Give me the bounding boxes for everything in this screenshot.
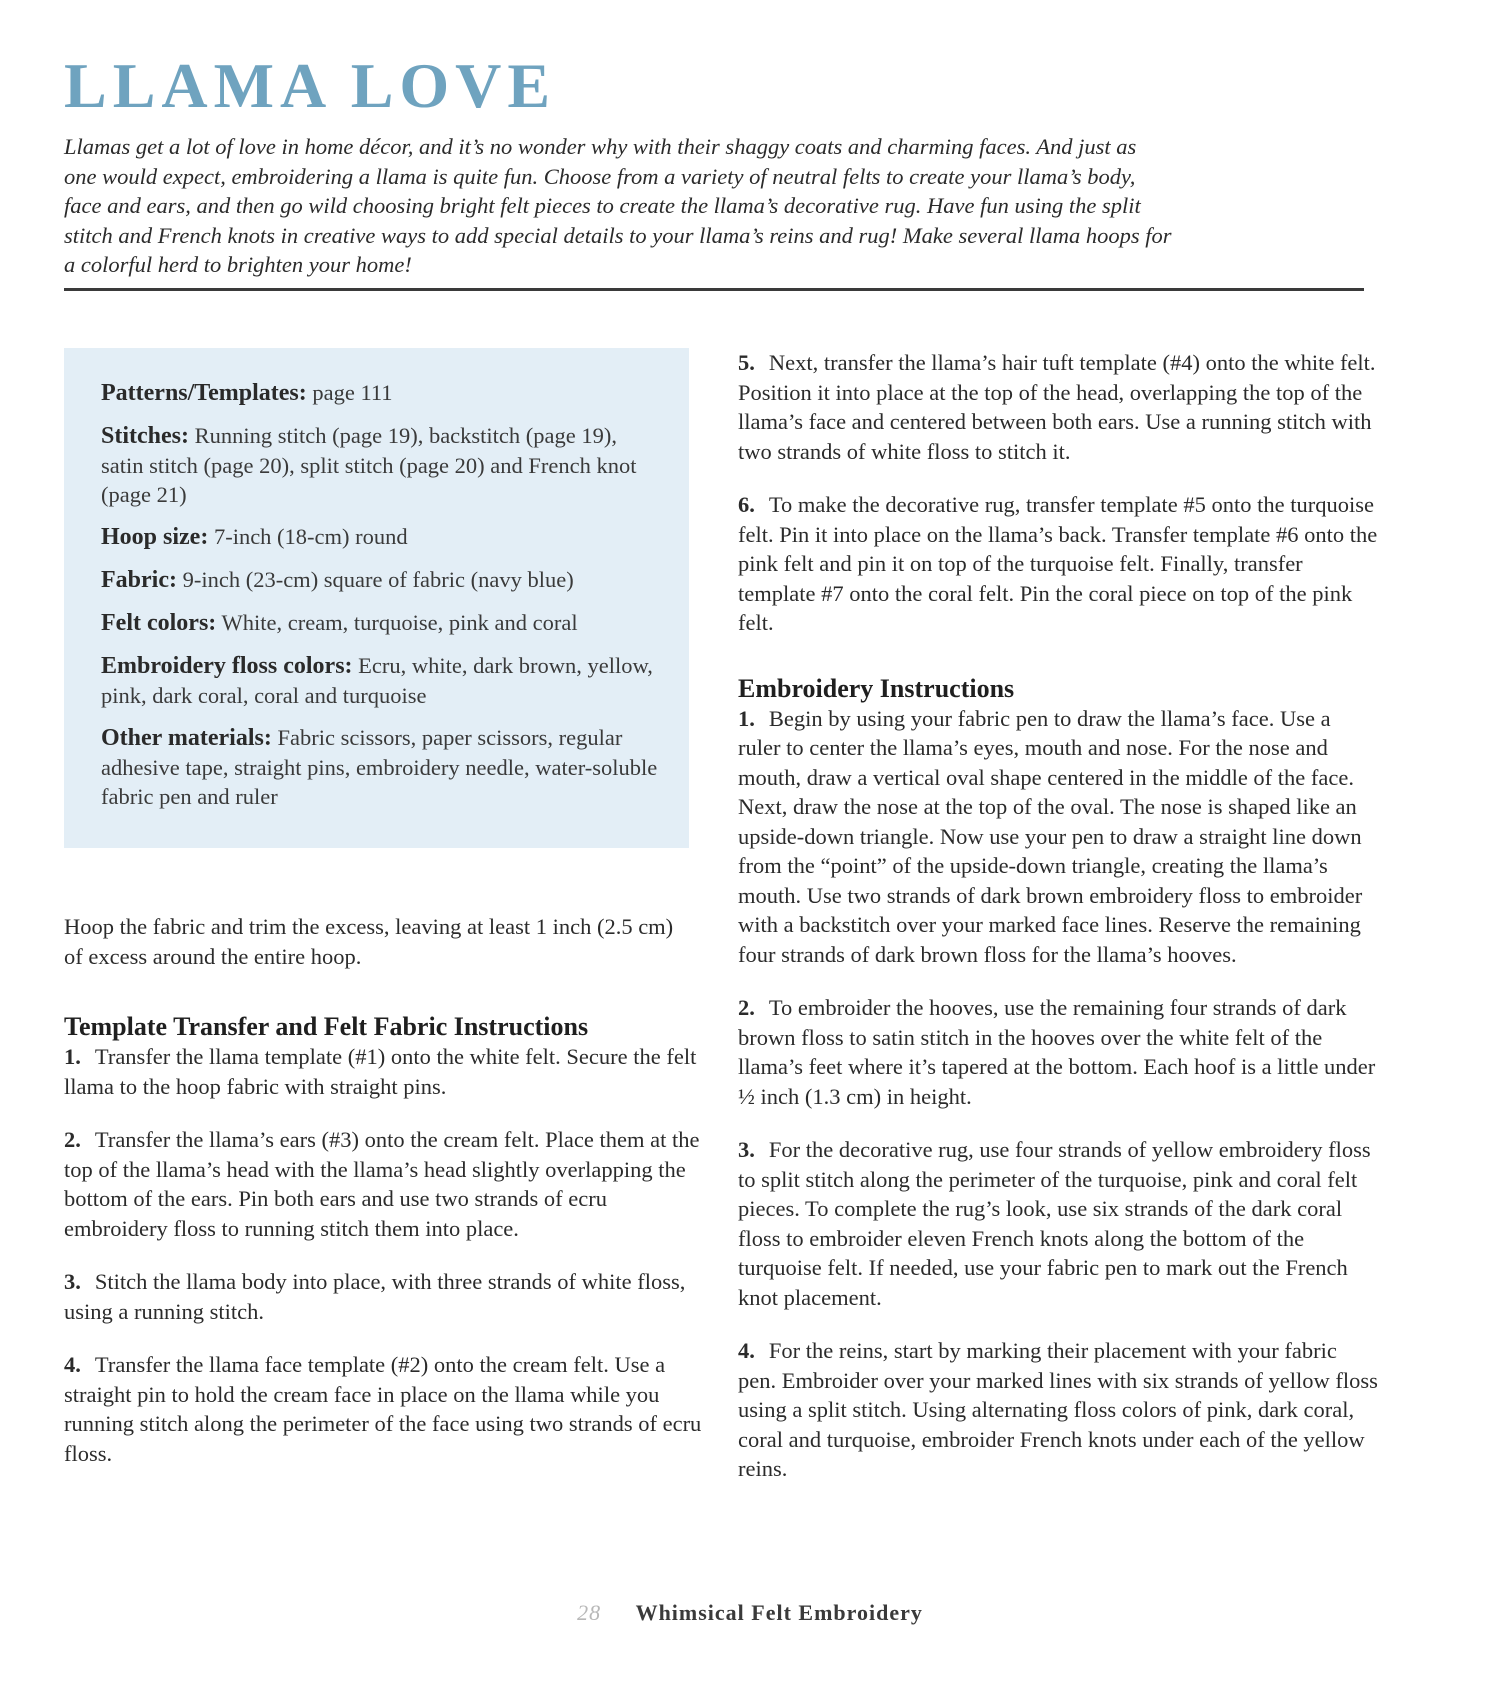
embroidery-step-2 — [738, 993, 1378, 1111]
material-value: White, cream, turquoise, pink and coral — [221, 610, 578, 635]
material-fabric — [101, 565, 659, 595]
step-number: 4. — [738, 1338, 755, 1363]
template-step-2 — [64, 1125, 704, 1243]
template-step-1 — [64, 1042, 704, 1101]
template-step-5 — [738, 348, 1378, 466]
step-text: Next, transfer the llama’s hair tuft template (#4) onto the white felt. Position it into place at the top of the head, overlapping the top of the llama’s face and centered between both ears. Use a running stitch with two strands of white floss to stitch it. — [738, 350, 1376, 464]
step-number: 1. — [738, 705, 755, 731]
material-value: 9-inch (23-cm) square of fabric (navy blue) — [182, 567, 574, 592]
material-other — [101, 723, 659, 811]
material-label: Embroidery floss colors: — [101, 653, 353, 679]
embroidery-step-3 — [738, 1135, 1378, 1312]
step-text: For the decorative rug, use four strands of yellow embroidery floss to split stitch along the perimeter of the turquoise, pink and coral felt pieces. To complete the rug’s look, use six strands of the dark coral floss to embroider eleven French knots along the bottom of the turquoise felt. If needed, use your fabric pen to mark out the French knot placement. — [738, 1137, 1371, 1310]
step-text: Stitch the llama body into place, with three strands of white floss, using a running stitch. — [64, 1269, 686, 1324]
material-felt-colors — [101, 608, 659, 638]
material-patterns — [101, 378, 659, 408]
template-step-6 — [738, 490, 1378, 638]
material-hoop-size — [101, 522, 659, 552]
step-number: 1. — [64, 1044, 81, 1069]
material-value: 7-inch (18-cm) round — [213, 524, 408, 549]
template-step-3 — [64, 1267, 704, 1326]
step-text: Transfer the llama template (#1) onto the white felt. Secure the felt llama to the hoop fabric with straight pins. — [64, 1044, 697, 1099]
intro-paragraph: Llamas get a lot of love in home décor, and it’s no wonder why with their shaggy coats and charming faces. And just as one would expect, embroidering a llama is quite fun. Choose from a variety of neutral felts to create your llama’s body, face and ears, and then go wild choosing bright felt pieces to create the llama’s decorative rug. Have fun using the split stitch and French knots in creative ways to add special details to your llama’s reins and rug! Make several llama hoops for a colorful herd to brighten your home! — [64, 134, 1172, 277]
material-floss-colors — [101, 651, 659, 710]
step-number: 4. — [64, 1352, 81, 1377]
step-text: To make the decorative rug, transfer template #5 onto the turquoise felt. Pin it into place on the llama’s back. Transfer template #6 onto the pink felt and pin it on top of the turquoise felt. Finally, transfer template #7 onto the coral felt. Pin the coral piece on top of the pink felt. — [738, 492, 1378, 635]
step-text: Transfer the llama face template (#2) onto the cream felt. Use a straight pin to hold the cream face in place on the llama while you running stitch along the perimeter of the face using two strands of ecru floss. — [64, 1352, 702, 1466]
page-footer — [0, 1600, 1500, 1626]
hoop-instruction: Hoop the fabric and trim the excess, leaving at least 1 inch (2.5 cm) of excess around the entire hoop. — [64, 914, 674, 969]
template-transfer-section — [64, 1012, 704, 1492]
step-text: Begin by using your fabric pen to draw the llama’s face. Use a ruler to center the llama’s eyes, mouth and nose. For the nose and mouth, draw a vertical oval shape centered in the middle of the face. Next, draw the nose at the top of the oval. The nose is shaped like an upside-down triangle. Now use your pen to draw a straight line down from the “point” of the upside-down triangle, creating the llama’s mouth. Use two strands of dark brown embroidery floss to embroider with a backstitch over your marked face lines. Reserve the remaining four strands of dark brown floss for the llama’s hooves. — [738, 705, 1363, 967]
template-step-4 — [64, 1350, 704, 1468]
book-title: Whimsical Felt Embroidery — [635, 1600, 923, 1625]
materials-box — [64, 348, 689, 848]
step-number: 3. — [738, 1137, 755, 1162]
page-title: LLAMA LOVE — [64, 50, 557, 121]
material-label: Patterns/Templates: — [101, 380, 307, 406]
material-label: Other materials: — [101, 725, 272, 751]
page-number: 28 — [577, 1600, 602, 1625]
material-value: Ecru, white, dark brown, yellow, pink, dark coral, coral and turquoise — [101, 653, 653, 708]
step-text: For the reins, start by marking their placement with your fabric pen. Embroider over your marked lines with six strands of yellow floss using a split stitch. Using alternating floss colors of pink, dark coral, coral and turquoise, embroider French knots under each of the yellow reins. — [738, 1338, 1378, 1481]
embroidery-step-1 — [738, 704, 1378, 970]
embroidery-step-4 — [738, 1336, 1378, 1484]
material-label: Fabric: — [101, 567, 177, 593]
step-number: 3. — [64, 1269, 81, 1294]
step-text: Transfer the llama’s ears (#3) onto the cream felt. Place them at the top of the llama’s head with the llama’s head slightly overlapping the bottom of the ears. Pin both ears and use two strands of ecru embroidery floss to running stitch them into place. — [64, 1127, 700, 1241]
material-label: Felt colors: — [101, 610, 217, 636]
section-heading: Template Transfer and Felt Fabric Instructions — [64, 1012, 589, 1041]
step-number: 6. — [738, 492, 755, 517]
material-value: Fabric scissors, paper scissors, regular adhesive tape, straight pins, embroidery needle, water-soluble fabric pen and ruler — [101, 725, 658, 809]
material-label: Stitches: — [101, 423, 189, 449]
material-value: page 111 — [312, 380, 393, 405]
step-number: 2. — [738, 995, 755, 1020]
step-number: 5. — [738, 350, 755, 375]
divider-rule — [64, 288, 1364, 291]
right-column — [738, 348, 1378, 1508]
material-label: Hoop size: — [101, 524, 209, 550]
left-column — [64, 348, 694, 848]
section-heading: Embroidery Instructions — [738, 673, 1015, 703]
step-number: 2. — [64, 1127, 81, 1152]
material-value: Running stitch (page 19), backstitch (page 19), satin stitch (page 20), split stitch (page 20) and French knot (page 21) — [101, 423, 637, 507]
step-text: To embroider the hooves, use the remaining four strands of dark brown floss to satin stitch in the hooves over the white felt of the llama’s feet where it’s tapered at the bottom. Each hoof is a little under ½ inch (1.3 cm) in height. — [738, 995, 1376, 1109]
material-stitches — [101, 421, 659, 509]
